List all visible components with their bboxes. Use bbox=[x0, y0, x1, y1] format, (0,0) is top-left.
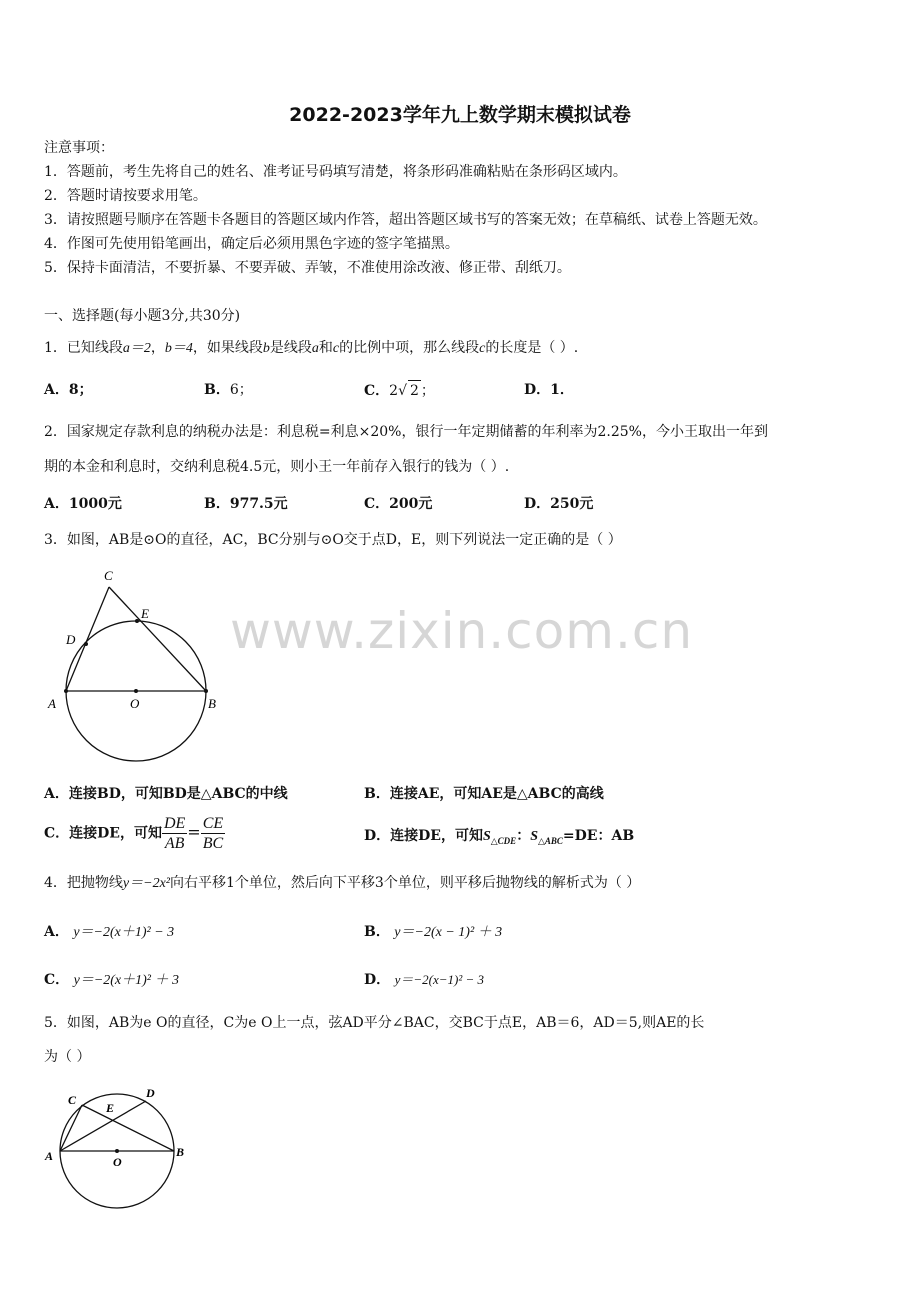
point-o bbox=[115, 1149, 119, 1153]
question-3-stem: 3．如图，AB是⊙O的直径，AC，BC分别与⊙O交于点D，E，则下列说法一定正确的是（ ） bbox=[44, 532, 622, 548]
label-e: E bbox=[141, 606, 149, 621]
label-d: D bbox=[146, 1086, 155, 1100]
point-a bbox=[64, 689, 68, 693]
equation-b: b＝4 bbox=[164, 341, 193, 356]
page-title: 2022-2023学年九上数学期末模拟试卷 bbox=[289, 104, 631, 126]
notice-heading: 注意事项： bbox=[44, 140, 114, 156]
q2-option-a[interactable]: A．1000元 bbox=[44, 496, 122, 512]
question-1-stem: 1．已知线段a＝2，b＝4，如果线段b是线段a和c的比例中项，那么线段c的长度是（ ）. bbox=[44, 340, 579, 356]
q2-option-b[interactable]: B．977.5元 bbox=[204, 496, 288, 512]
fraction-ce-bc: $\frac{CE}{BC}$ bbox=[202, 815, 224, 852]
notice-item: 2．答题时请按要求用笔。 bbox=[44, 188, 207, 204]
chord-ad bbox=[60, 1101, 146, 1151]
notice-item: 5．保持卡面清洁，不要折暴、不要弄破、弄皱，不准使用涂改液、修正带、刮纸刀。 bbox=[44, 260, 571, 276]
segment-bc bbox=[109, 587, 206, 691]
question-5-line1: 5．如图，AB为e O的直径，C为e O上一点，弦AD平分∠BAC，交BC于点E，AB＝6，AD＝5,则AE的长 bbox=[44, 1015, 705, 1031]
parabola-function: y＝−2x² bbox=[122, 876, 170, 891]
notice-item: 3．请按照题号顺序在答题卡各题目的答题区域内作答，超出答题区域书写的答案无效；在草稿纸、试卷上答题无效。 bbox=[44, 212, 767, 228]
label-e: E bbox=[106, 1101, 115, 1115]
watermark: www.zixin.com.cn bbox=[230, 602, 694, 660]
q2-option-d[interactable]: D．250元 bbox=[524, 496, 594, 512]
notice-item: 1．答题前，考生先将自己的姓名、准考证号码填写清楚，将条形码准确粘贴在条形码区域内。 bbox=[44, 164, 627, 180]
q4-option-c[interactable]: C． y＝−2(x＋1)² ＋ 3 bbox=[44, 972, 180, 988]
q3-option-c[interactable]: C．连接DE，可知 $\frac{DE}{AB}$ = $\frac{CE}{BC}$ bbox=[44, 815, 224, 852]
q4-option-a[interactable]: A． y＝−2(x＋1)² − 3 bbox=[44, 924, 175, 940]
label-c: C bbox=[68, 1093, 77, 1107]
section-heading: 一、选择题(每小题3分,共30分) bbox=[44, 308, 241, 324]
figure-circle-chords bbox=[40, 1080, 200, 1215]
question-4-stem: 4．把抛物线y＝−2x²向右平移1个单位，然后向下平移3个单位，则平移后抛物线的解析式为（ ） bbox=[44, 875, 641, 891]
question-2-line1: 2．国家规定存款利息的纳税办法是：利息税=利息×20%，银行一年定期储蓄的年利率为2.25%，今小王取出一年到 bbox=[44, 424, 768, 440]
question-5-line2: 为（ ） bbox=[44, 1049, 91, 1065]
q1-option-d[interactable]: D．1． bbox=[524, 382, 574, 398]
q3-option-a[interactable]: A．连接BD，可知BD是△ABC的中线 bbox=[44, 786, 288, 802]
fraction-de-ab: $\frac{DE}{AB}$ bbox=[163, 815, 186, 852]
q4-option-b[interactable]: B． y＝−2(x − 1)² ＋ 3 bbox=[364, 924, 503, 940]
figure-circle-triangle bbox=[40, 566, 240, 766]
label-a: A bbox=[45, 1149, 54, 1163]
sqrt-radicand: 2 bbox=[408, 380, 421, 401]
point-b bbox=[204, 689, 208, 693]
point-d bbox=[84, 642, 88, 646]
question-2-line2: 期的本金和利息时，交纳利息税4.5元，则小王一年前存入银行的钱为（ ）. bbox=[44, 459, 510, 475]
label-c: C bbox=[104, 568, 113, 583]
label-o: O bbox=[113, 1155, 122, 1169]
q1-option-a[interactable]: A．8； bbox=[44, 382, 93, 398]
label-a: A bbox=[48, 696, 56, 711]
q1-option-c[interactable]: C．2√ 2 ； bbox=[364, 380, 435, 401]
notice-item: 4．作图可先使用铅笔画出，确定后必须用黑色字迹的签字笔描黑。 bbox=[44, 236, 459, 252]
point-o bbox=[134, 689, 138, 693]
equation-a: a＝2 bbox=[122, 341, 151, 356]
q3-option-b[interactable]: B．连接AE，可知AE是△ABC的高线 bbox=[364, 786, 604, 802]
q1-option-b[interactable]: B．6； bbox=[204, 382, 253, 398]
q4-option-d[interactable]: D． y＝−2(x−1)² − 3 bbox=[364, 972, 485, 988]
q3-option-d[interactable]: D．连接DE，可知$S_{\triangle CDE}$：$S_{\triangle ABC}=DE$：AB bbox=[364, 828, 635, 846]
point-e bbox=[135, 619, 139, 623]
label-o: O bbox=[130, 696, 140, 711]
q2-option-c[interactable]: C．200元 bbox=[364, 496, 433, 512]
label-d: D bbox=[66, 632, 76, 647]
label-b: B bbox=[208, 696, 216, 711]
label-b: B bbox=[176, 1145, 185, 1159]
